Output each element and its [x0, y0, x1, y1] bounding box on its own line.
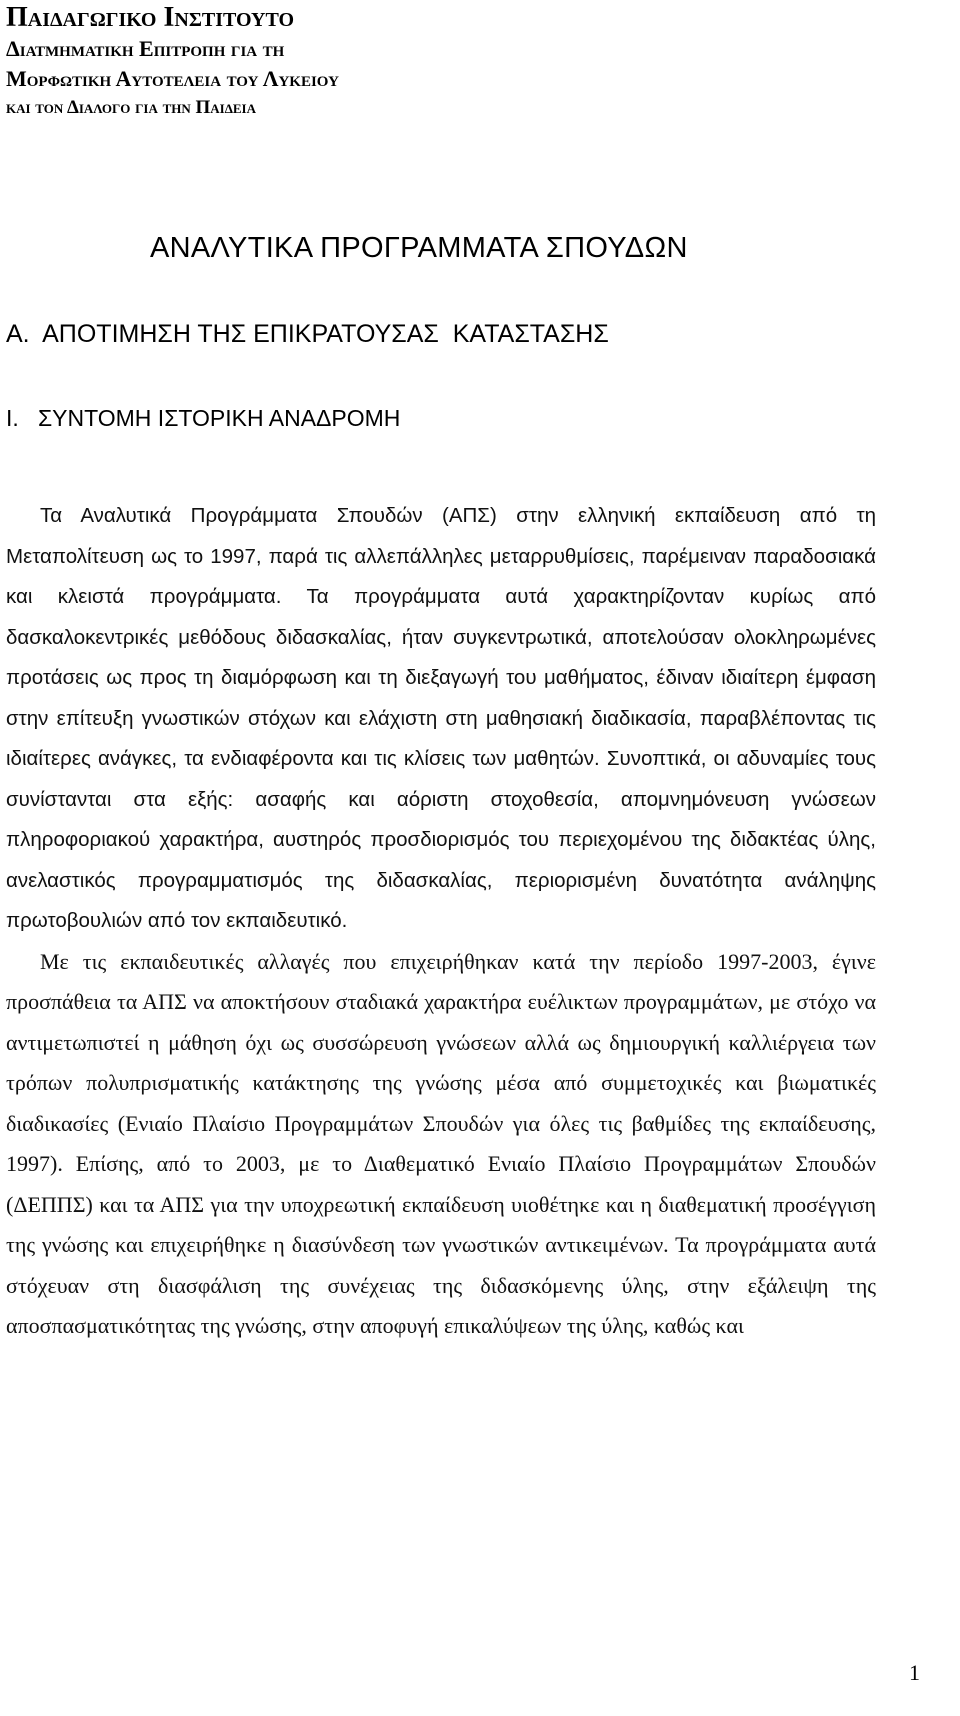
paragraph-2: Με τις εκπαιδευτικές αλλαγές που επιχειρήθηκαν κατά την περίοδο 1997-2003, έγινε προσπάθεια τα ΑΠΣ να αποκτήσουν σταδιακά χαρακτήρα ευέλικτων προγραμμάτων, με στόχο να αντιμετωπιστεί η μάθηση όχι ως συσσώρευση γνώσεων αλλά ως δημιουργική καλλιέργεια των τρόπων πολυπρισματικής κατάκτησης της γνώσης μέσα από συμμετοχικές και βιωματικές διαδικασίες (Ενιαίο Πλαίσιο Προγραμμάτων Σπουδών για όλες τις βαθμίδες της εκπαίδευσης, 1997). Επίσης, από το 2003, με το Διαθεματικό Ενιαίο Πλαίσιο Προγραμμάτων Σπουδών (ΔΕΠΠΣ) και τα ΑΠΣ για την υποχρεωτική εκπαίδευση υιοθέτηκε και η διαθεματική προσέγγιση της γνώσης και επιχειρήθηκε η διασύνδεση των γνωστικών αντικειμένων. Τα προγράμματα αυτά στόχευαν στη διασφάλιση της συνέχειας της διδασκόμενης ύλης, στην εξάλειψη της αποσπασματικότητας της γνώσης, στην αποφυγή επικαλύψεων της ύλης, καθώς και: [6, 948, 876, 1338]
document-title: ΑΝΑΛΥΤΙΚΑ ΠΡΟΓΡΑΜΜΑΤΑ ΣΠΟΥΔΩΝ: [150, 232, 688, 264]
paragraph-1: Τα Αναλυτικά Προγράμματα Σπουδών (ΑΠΣ) στην ελληνική εκπαίδευση από τη Μεταπολίτευση ως το 1997, παρά τις αλλεπάλληλες μεταρρυθμίσεις, παρέμειναν παραδοσιακά και κλειστά προγράμματα. Τα προγράμματα αυτά χαρακτηρίζονταν κυρίως από δασκαλοκεντρικές μεθόδους διδασκαλίας, ήταν συγκεντρωτικά, αποτελούσαν ολοκληρωμένες προτάσεις ως προς τη διαμόρφωση και τη διεξαγωγή του μαθήματος, έδιναν ιδιαίτερη έμφαση στην επίτευξη γνωστικών στόχων και ελάχιστη στη μαθησιακή διαδικασία, παραβλέποντας τις ιδιαίτερες ανάγκες, τα ενδιαφέροντα και τις κλίσεις των μαθητών. Συνοπτικά, οι αδυναμίες τους συνίστανται στα εξής: ασαφής και αόριστη στοχοθεσία, απομνημόνευση γνώσεων πληροφοριακού χαρακτήρα, αυστηρός προσδιορισμός του περιεχομένου της διδακτέας ύλης, ανελαστικός προγραμματισμός της διδασκαλίας, περιορισμένη δυνατότητα ανάληψης πρωτοβουλιών από τον εκπαιδευτικό.: [6, 504, 876, 932]
header-committee-line-2: Μορφωτικη Αυτοτελεια του Λυκειου: [6, 66, 339, 91]
subsection-heading: Ι. ΣΥΝΤΟΜΗ ΙΣΤΟΡΙΚΗ ΑΝΑΔΡΟΜΗ: [6, 405, 401, 431]
header-institute-name: Παιδαγωγικο Ινστιτουτο: [6, 2, 295, 33]
institution-header: [6, 2, 339, 122]
body-text: [6, 496, 876, 1347]
page-number: 1: [909, 1660, 920, 1685]
section-heading: Α. ΑΠΟΤΙΜΗΣΗ ΤΗΣ ΕΠΙΚΡΑΤΟΥΣΑΣ ΚΑΤΑΣΤΑΣΗΣ: [6, 320, 609, 348]
header-committee-line-3: και τον Διαλογο για την Παιδεια: [6, 97, 256, 118]
header-committee-line: Διατμηματικη Επιτροπη για τη: [6, 36, 285, 61]
